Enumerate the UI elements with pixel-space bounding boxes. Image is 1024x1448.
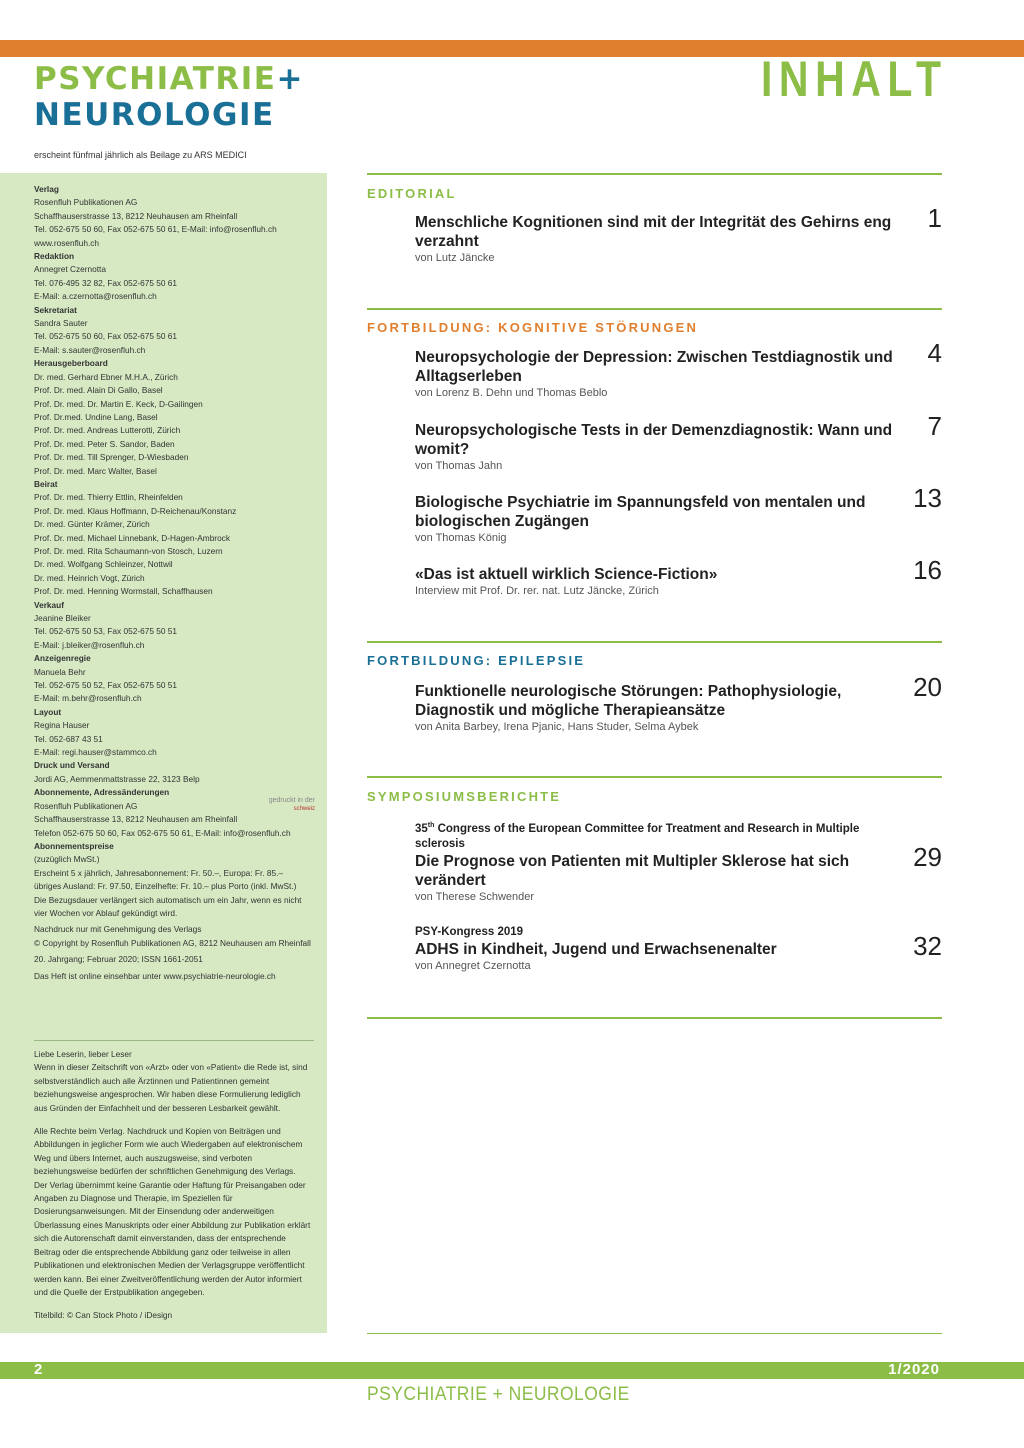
imprint-label: Druck und Versand (34, 760, 110, 771)
imprint-tail-line: © Copyright by Rosenfluh Publikationen AG, 8212 Neuhausen am Rheinfall (34, 937, 311, 948)
article-author: von Annegret Czernotta (415, 960, 531, 972)
bottom-rule (367, 1333, 942, 1334)
imprint-line: E-Mail: s.sauter@rosenfluh.ch (34, 344, 146, 355)
imprint-line: E-Mail: regi.hauser@stammco.ch (34, 747, 157, 758)
page-number[interactable]: 20 (913, 672, 942, 702)
salutation: Liebe Leserin, lieber Leser (34, 1049, 132, 1059)
section-rule (367, 173, 942, 175)
sidebar-divider (34, 1040, 314, 1041)
imprint-line: Schaffhauserstrasse 13, 8212 Neuhausen am Rheinfall (34, 814, 238, 825)
section-rule (367, 308, 942, 310)
imprint-line: Rosenfluh Publikationen AG (34, 197, 138, 208)
toc-entry[interactable] (415, 565, 905, 599)
imprint-line: Erscheint 5 x jährlich, Jahresabonnement: Fr. 50.–, Europa: Fr. 85.– (34, 867, 284, 878)
section-heading-kognitive-stoerungen: FORTBILDUNG: KOGNITIVE STÖRUNGEN (367, 320, 699, 335)
legal-notes (34, 1048, 314, 1333)
cover-credit: Titelbild: © Can Stock Photo / iDesign (34, 1310, 173, 1321)
imprint-line: Tel. 052-687 43 51 (34, 733, 103, 744)
logo-psychiatrie (34, 62, 304, 96)
imprint-line: vier Wochen vor Ablauf gekündigt wird. (34, 907, 178, 918)
toc-entry[interactable] (415, 493, 905, 546)
page-number[interactable]: 7 (927, 411, 942, 441)
stamp-line1: gedruckt in der (268, 797, 315, 804)
imprint-block (34, 183, 319, 983)
imprint-label: Verlag (34, 184, 59, 194)
imprint-line: Jordi AG, Aemmenmattstrasse 22, 3123 Belp (34, 773, 200, 784)
section-heading-symposiumsberichte: SYMPOSIUMSBERICHTE (367, 789, 562, 804)
imprint-line: Annegret Czernotta (34, 264, 106, 275)
article-title[interactable]: Menschliche Kognitionen sind mit der Integrität des Gehirns eng verzahnt (415, 214, 892, 250)
toc-entry[interactable] (415, 925, 905, 974)
imprint-line: Tel. 052-675 50 52, Fax 052-675 50 51 (34, 680, 177, 691)
imprint-line: Schaffhauserstrasse 13, 8212 Neuhausen am Rheinfall (34, 210, 238, 221)
imprint-line: Manuela Behr (34, 666, 86, 677)
article-author: von Lutz Jäncke (415, 252, 495, 264)
imprint-line: Tel. 052-675 50 53, Fax 052-675 50 51 (34, 626, 177, 637)
imprint-line: Jeanine Bleiker (34, 613, 91, 623)
imprint-druck (34, 759, 319, 786)
stamp-line2: schweiz (293, 806, 315, 812)
article-title[interactable]: Biologische Psychiatrie im Spannungsfeld von mentalen und biologischen Zugängen (415, 494, 866, 530)
imprint-line: Die Bezugsdauer verlängert sich automatisch um ein Jahr, wenn es nicht (34, 894, 302, 905)
article-title[interactable]: Die Prognose von Patienten mit Multipler Sklerose hat sich verändert (415, 852, 850, 889)
imprint-label: Verkauf (34, 599, 64, 610)
page-number[interactable]: 1 (927, 203, 942, 233)
page-number[interactable]: 13 (913, 483, 942, 513)
imprint-herausgeberboard (34, 357, 319, 478)
kicker-number: 35 (415, 822, 428, 835)
imprint-verlag (34, 183, 319, 250)
logo-line1: PSYCHIATRIE (34, 61, 277, 97)
kicker-superscript: th (427, 822, 435, 829)
page-number[interactable]: 29 (913, 842, 942, 872)
imprint-line: Sandra Sauter (34, 318, 88, 329)
imprint-line: Prof. Dr. med. Till Sprenger, D-Wiesbaden (34, 452, 189, 463)
article-author: von Anita Barbey, Irena Pjanic, Hans Studer, Selma Aybek (415, 721, 699, 733)
imprint-abonnementspreise (34, 840, 319, 920)
imprint-label: Abonnementspreise (34, 840, 114, 851)
gender-note (34, 1048, 314, 1115)
article-title[interactable]: Funktionelle neurologische Störungen: Pathophysiologie, Diagnostik und mögliche Therapieansätze (415, 683, 842, 719)
imprint-beirat (34, 478, 319, 599)
rights-note (34, 1125, 314, 1299)
imprint-anzeigenregie (34, 652, 319, 706)
imprint-label: Sekretariat (34, 304, 77, 315)
imprint-line: E-Mail: m.behr@rosenfluh.ch (34, 693, 142, 704)
imprint-label: Layout (34, 706, 62, 717)
footer-brand: PSYCHIATRIE + NEUROLOGIE (367, 1384, 630, 1405)
imprint-line: übriges Ausland: Fr. 97.50, Einzelhefte: Fr. 10.– plus Porto (inkl. MwSt.) (34, 881, 297, 892)
article-title[interactable]: Neuropsychologische Tests in der Demenzdiagnostik: Wann und womit? (415, 422, 893, 458)
toc-entry[interactable] (415, 818, 905, 905)
imprint-label: Beirat (34, 478, 58, 489)
article-author: Interview mit Prof. Dr. rer. nat. Lutz Jäncke, Zürich (415, 585, 659, 597)
imprint-line: Prof. Dr. med. Henning Wormstall, Schaffhausen (34, 586, 213, 597)
article-author: von Thomas Jahn (415, 460, 503, 472)
imprint-label: Anzeigenregie (34, 653, 91, 664)
imprint-tail-line: 20. Jahrgang; Februar 2020; ISSN 1661-2051 (34, 954, 203, 965)
imprint-line: Dr. med. Gerhard Ebner M.H.A., Zürich (34, 371, 178, 382)
article-author: von Lorenz B. Dehn und Thomas Beblo (415, 387, 608, 399)
imprint-layout (34, 706, 319, 760)
article-author: von Therese Schwender (415, 890, 535, 903)
imprint-sekretariat (34, 304, 319, 358)
imprint-line: Prof. Dr. med. Alain Di Gallo, Basel (34, 385, 163, 396)
section-heading-epilepsie: FORTBILDUNG: EPILEPSIE (367, 653, 586, 668)
gender-note-text: Wenn in dieser Zeitschrift von «Arzt» oder von «Patient» die Rede ist, sind selbstverständlich auch alle Ärztinnen und Patientinnen gemeint beziehungsweise angesprochen. Wir haben diese Formulierung lediglich aus Gründen der Einfachheit und der besseren Lesbarkeit gewählt. (34, 1062, 308, 1113)
imprint-line: Telefon 052-675 50 60, Fax 052-675 50 61, E-Mail: info@rosenfluh.ch (34, 827, 291, 838)
article-title[interactable]: Neuropsychologie der Depression: Zwischen Testdiagnostik und Alltagserleben (415, 349, 893, 385)
section-rule (367, 1017, 942, 1019)
page-number[interactable]: 16 (913, 555, 942, 585)
kicker-text: Congress of the European Committee for Treatment and Research in Multiple sclerosis (415, 822, 860, 850)
imprint-tail-line: Das Heft ist online einsehbar unter www.psychiatrie-neurologie.ch (34, 970, 276, 981)
footer-page-number: 2 (34, 1361, 43, 1378)
imprint-tail-line: Nachdruck nur mit Genehmigung des Verlags (34, 924, 202, 935)
imprint-line: Tel. 076-495 32 82, Fax 052-675 50 61 (34, 277, 177, 288)
article-author: von Thomas König (415, 532, 507, 544)
imprint-link[interactable]: www.rosenfluh.ch (34, 237, 100, 248)
page-number[interactable]: 4 (927, 338, 942, 368)
imprint-line: Prof. Dr. med. Klaus Hoffmann, D-Reichenau/Konstanz (34, 505, 237, 516)
imprint-line: Dr. med. Heinrich Vogt, Zürich (34, 572, 145, 583)
imprint-line: (zuzüglich MwSt.) (34, 854, 100, 865)
tagline: erscheint fünfmal jährlich als Beilage zu ARS MEDICI (34, 150, 247, 160)
logo-plus: + (276, 61, 304, 97)
article-kicker: PSY-Kongress 2019 (415, 926, 524, 938)
section-heading-editorial: EDITORIAL (367, 186, 457, 201)
imprint-line: Rosenfluh Publikationen AG (34, 800, 138, 811)
toc-entry[interactable] (415, 213, 905, 266)
imprint-line: Regina Hauser (34, 720, 90, 731)
imprint-line: E-Mail: a.czernotta@rosenfluh.ch (34, 291, 157, 302)
section-rule (367, 641, 942, 643)
rights-text: Alle Rechte beim Verlag. Nachdruck und Kopien von Beiträgen und Abbildungen in jeglicher Form wie auch Wiedergaben auf elektronischem Weg und übers Internet, auch auszugsweise, sind verboten beziehungsweise bedürfen der schriftlichen Genehmigung des Verlags. (34, 1126, 303, 1177)
toc-entry[interactable] (415, 348, 905, 401)
imprint-line: Dr. med. Günter Krämer, Zürich (34, 519, 150, 530)
imprint-line: Prof. Dr. med. Michael Linnebank, D-Hagen-Ambrock (34, 532, 230, 543)
imprint-label: Abonnemente, Adressänderungen (34, 787, 170, 798)
imprint-line: Prof. Dr. med. Peter S. Sandor, Baden (34, 438, 175, 449)
imprint-line: Prof. Dr. med. Dr. Martin E. Keck, D-Gailingen (34, 398, 203, 409)
toc-entry[interactable] (415, 682, 905, 735)
article-title[interactable]: ADHS in Kindheit, Jugend und Erwachsenenalter (415, 941, 777, 958)
imprint-line: Prof. Dr. med. Marc Walter, Basel (34, 465, 157, 476)
imprint-line: Prof. Dr. med. Andreas Lutterotti, Zürich (34, 425, 181, 436)
imprint-line: Prof. Dr. med. Rita Schaumann-von Stosch, Luzern (34, 545, 223, 556)
footer-bar (0, 1362, 1024, 1379)
imprint-abonnemente (34, 786, 319, 840)
imprint-line: Prof. Dr.med. Undine Lang, Basel (34, 411, 158, 422)
toc-entry[interactable] (415, 421, 905, 474)
page-number[interactable]: 32 (913, 931, 942, 961)
imprint-line: Prof. Dr. med. Thierry Ettlin, Rheinfelden (34, 492, 183, 503)
printed-in-switzerland-stamp (235, 797, 315, 813)
page-heading: INHALT (761, 51, 948, 107)
imprint-redaktion (34, 250, 319, 304)
liability-text: Der Verlag übernimmt keine Garantie oder Haftung für Preisangaben oder Angaben zu Diagnose und Therapie, im Speziellen für Dosierungsanweisungen. Mit der Einsendung oder anderweitigen Überlassung eines Manuskripts oder einer Abbildung zur Publikation erklärt sich die Autorenschaft damit einverstanden, dass der entsprechende Beitrag oder die entsprechende Abbildung ganz oder teilweise in allen Publikationen und elektronischen Medien der Verlagsgruppe veröffentlicht werden kann. Bei einer Zweitveröffentlichung werden der Autor informiert und die Quelle der Erstpublikation angegeben. (34, 1179, 311, 1297)
imprint-label: Redaktion (34, 251, 75, 262)
logo-neurologie: NEUROLOGIE (34, 97, 275, 133)
imprint-line: Dr. med. Wolfgang Schleinzer, Nottwil (34, 559, 173, 570)
imprint-line: E-Mail: j.bleiker@rosenfluh.ch (34, 639, 145, 650)
footer-issue: 1/2020 (888, 1361, 940, 1378)
imprint-verkauf (34, 599, 319, 653)
article-kicker (415, 818, 905, 852)
article-title[interactable]: «Das ist aktuell wirklich Science-Fiction» (415, 566, 718, 583)
imprint-line: Tel. 052-675 50 60, Fax 052-675 50 61, E-Mail: info@rosenfluh.ch (34, 224, 277, 235)
imprint-label: Herausgeberboard (34, 358, 108, 369)
section-rule (367, 776, 942, 778)
imprint-line: Tel. 052-675 50 60, Fax 052-675 50 61 (34, 331, 177, 342)
